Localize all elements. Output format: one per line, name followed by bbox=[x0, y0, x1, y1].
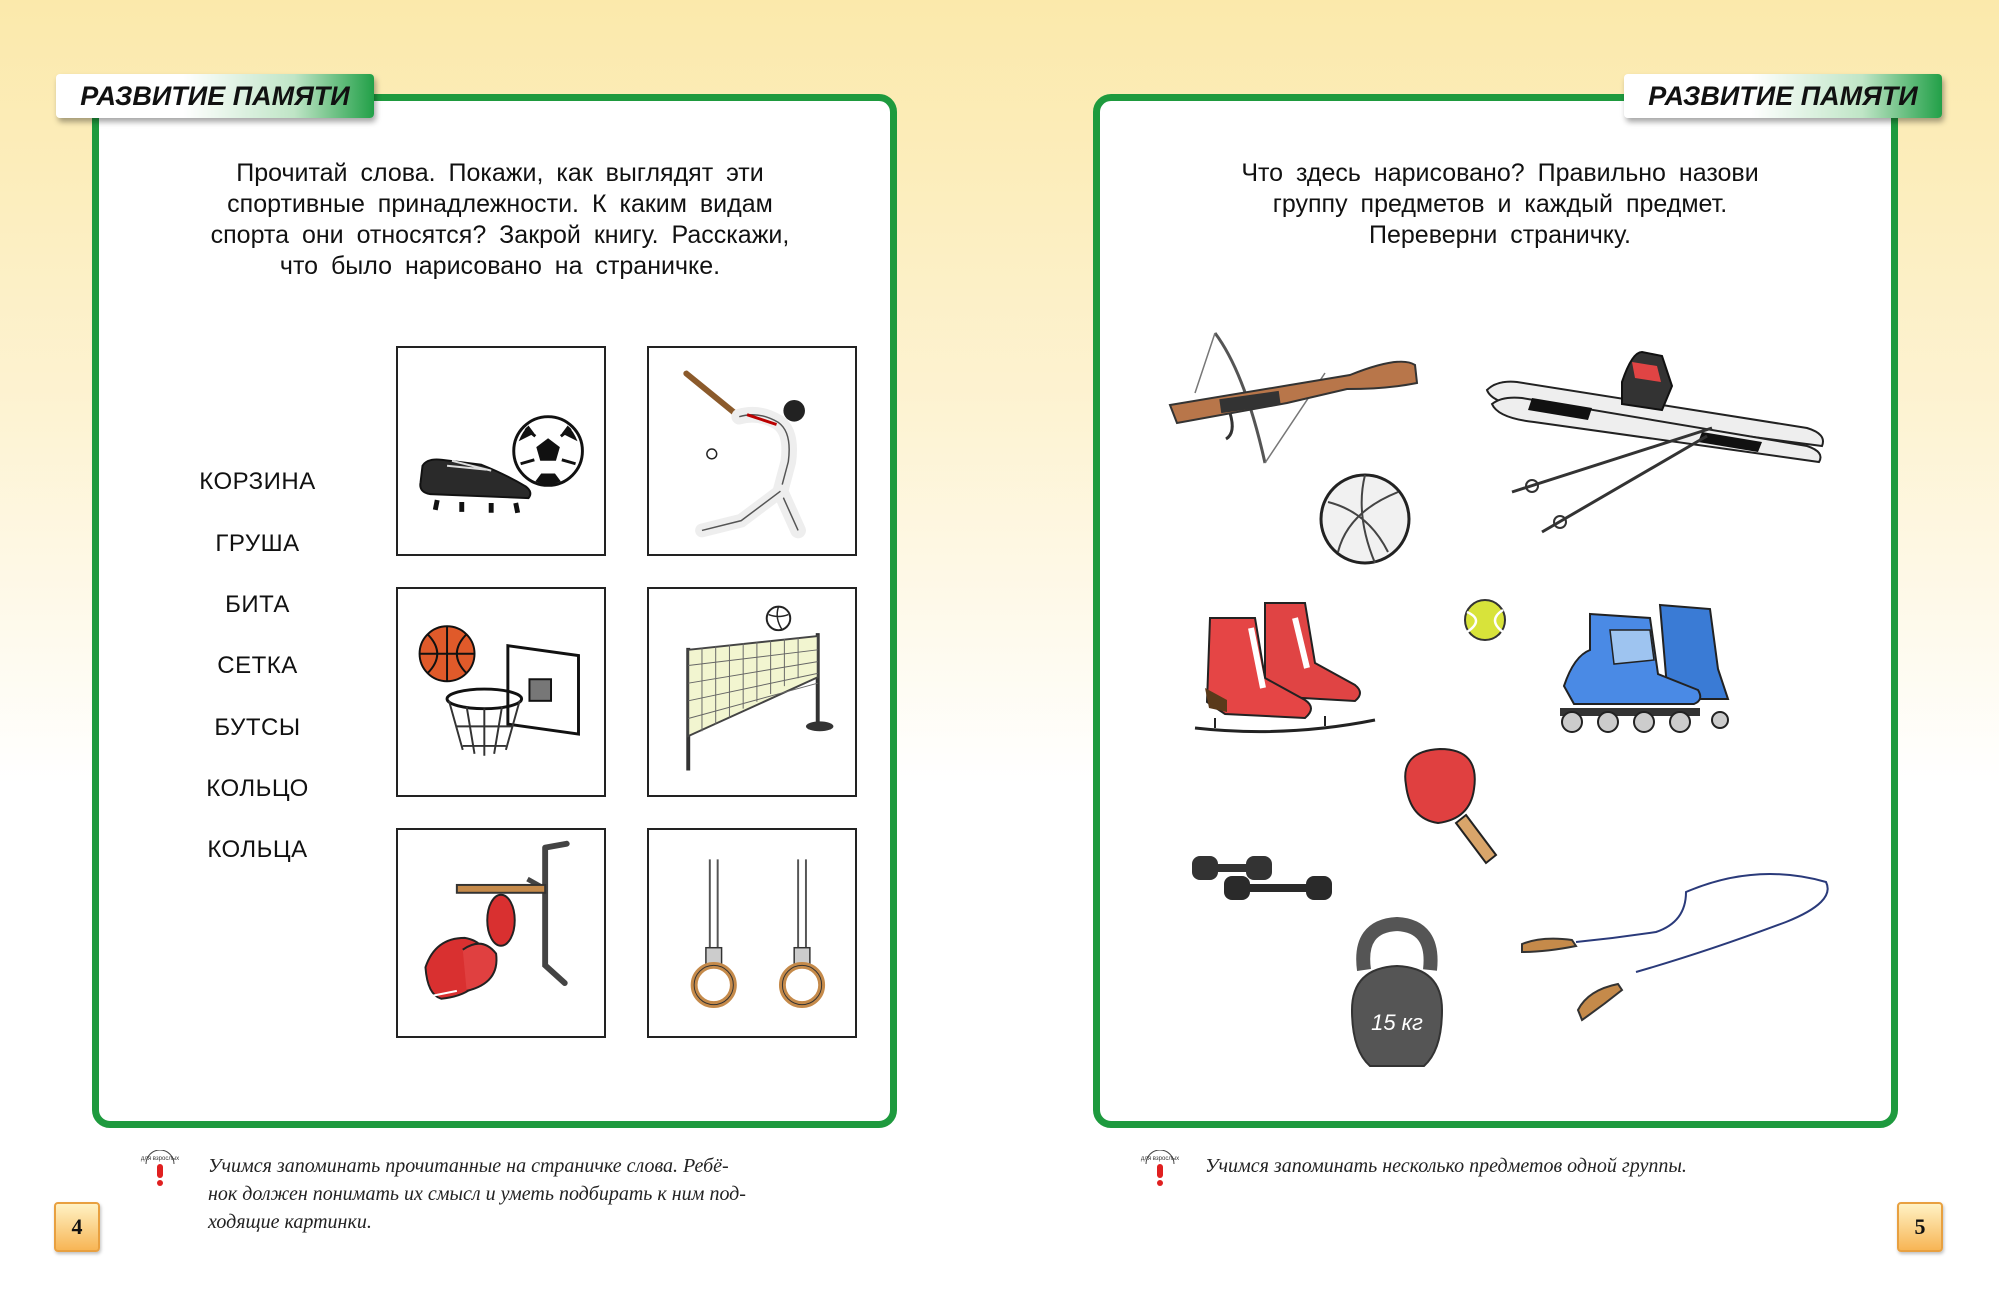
word-item: КОЛЬЦО bbox=[206, 775, 309, 802]
icon-label: для взрослых bbox=[1140, 1156, 1180, 1162]
note-line: нок должен понимать их смысл и уметь подбирать к ним под- bbox=[208, 1183, 746, 1205]
volleyball-icon bbox=[1318, 472, 1412, 566]
dumbbells-icon bbox=[1190, 852, 1338, 904]
note-line: Учимся запоминать прочитанные на страничке слова. Ребё- bbox=[208, 1155, 729, 1177]
kettlebell-label: 15 кг bbox=[1371, 1010, 1423, 1035]
skis-and-poles-icon bbox=[1482, 342, 1827, 542]
word-item: БУТСЫ bbox=[214, 714, 301, 741]
page-number-right: 5 bbox=[1897, 1202, 1943, 1252]
image-basketball-hoop bbox=[396, 587, 606, 797]
instruction-line: что было нарисовано на страничке. bbox=[279, 252, 721, 280]
image-baseball-batter bbox=[647, 346, 857, 556]
tennis-ball-icon bbox=[1463, 598, 1507, 642]
roller-skates-icon bbox=[1550, 600, 1760, 736]
section-tag-right: РАЗВИТИЕ ПАМЯТИ bbox=[1624, 74, 1942, 118]
instruction-line: Что здесь нарисовано? Правильно назови bbox=[1241, 159, 1759, 187]
crossbow-icon bbox=[1160, 325, 1420, 470]
instruction-line: группу предметов и каждый предмет. bbox=[1272, 190, 1728, 218]
image-gymnastic-rings bbox=[647, 828, 857, 1038]
word-item: СЕТКА bbox=[217, 652, 298, 679]
instruction-left bbox=[150, 158, 850, 282]
ping-pong-paddle-icon bbox=[1398, 745, 1513, 870]
parent-note-right bbox=[1205, 1152, 1885, 1180]
soccer-ball-icon bbox=[514, 417, 583, 486]
instruction-line: спортивные принадлежности. К каким видам bbox=[227, 190, 773, 218]
image-boots-and-ball bbox=[396, 346, 606, 556]
kettlebell-icon bbox=[1342, 920, 1452, 1072]
for-adults-icon bbox=[140, 1150, 180, 1190]
for-adults-icon bbox=[1140, 1150, 1180, 1190]
ice-skates-icon bbox=[1185, 598, 1395, 738]
word-item: ГРУША bbox=[215, 530, 300, 557]
instruction-line: Переверни страничку. bbox=[1369, 221, 1631, 249]
note-line: ходящие картинки. bbox=[208, 1211, 372, 1233]
section-tag-left: РАЗВИТИЕ ПАМЯТИ bbox=[56, 74, 374, 118]
note-line: Учимся запоминать несколько предметов одной группы. bbox=[1205, 1155, 1687, 1177]
parent-note-left bbox=[208, 1152, 888, 1236]
instruction-right bbox=[1150, 158, 1850, 251]
boot-icon bbox=[420, 459, 530, 512]
image-punching-bag bbox=[396, 828, 606, 1038]
instruction-line: Прочитай слова. Покажи, как выглядят эти bbox=[236, 159, 764, 187]
word-item: КОЛЬЦА bbox=[207, 836, 308, 863]
word-item: КОРЗИНА bbox=[199, 468, 316, 495]
icon-label: для взрослых bbox=[140, 1156, 180, 1162]
image-volleyball-net bbox=[647, 587, 857, 797]
jump-rope-icon bbox=[1518, 870, 1833, 1030]
instruction-line: спорта они относятся? Закрой книгу. Расскажи, bbox=[210, 221, 790, 249]
word-item: БИТА bbox=[225, 591, 290, 618]
page-number-left: 4 bbox=[54, 1202, 100, 1252]
